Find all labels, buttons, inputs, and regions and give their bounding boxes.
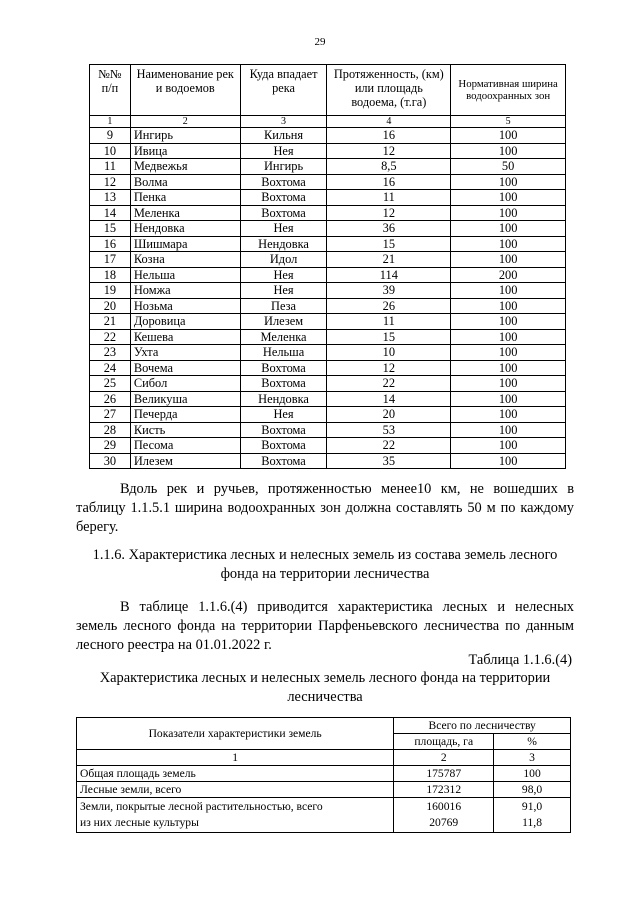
length: 11 <box>327 314 451 330</box>
row-num: 26 <box>90 391 131 407</box>
row-num: 24 <box>90 360 131 376</box>
zone-width: 100 <box>451 236 566 252</box>
table-row <box>90 314 566 330</box>
zone-width: 100 <box>451 438 566 454</box>
row-num: 22 <box>90 329 131 345</box>
row-label: Лесные земли, всего <box>77 782 394 798</box>
rivers-column-numbers-row <box>90 116 566 128</box>
row-percent-line: 91,0 <box>521 800 543 813</box>
row-area-line: 20769 <box>429 816 459 829</box>
column-number: 5 <box>451 116 566 128</box>
paragraph-water-zones: Вдоль рек и ручьев, протяженностью менее10 км, не вошедших в таблицу 1.1.5.1 ширина водоохранных зон должна составлять 50 м по каждому берегу. <box>76 481 574 535</box>
zone-width: 100 <box>451 190 566 206</box>
zone-width: 100 <box>451 252 566 268</box>
zone-width: 50 <box>451 159 566 175</box>
length: 14 <box>327 391 451 407</box>
row-num: 10 <box>90 143 131 159</box>
row-num: 11 <box>90 159 131 175</box>
paragraph-table-intro: В таблице 1.1.6.(4) приводится характеристика лесных и нелесных земель лесного фонда на территории Парфеньевского лесничества по данным лесного реестра на 01.01.2022 г. <box>76 599 574 653</box>
length: 36 <box>327 221 451 237</box>
column-number: 3 <box>240 116 327 128</box>
length: 22 <box>327 438 451 454</box>
flows-into: Илезем <box>240 314 327 330</box>
length: 12 <box>327 143 451 159</box>
header-length: Протяженность, (км) или площадь водоема, (т.га) <box>327 65 451 116</box>
table-row <box>90 221 566 237</box>
column-number: 2 <box>394 750 494 766</box>
table-row <box>90 205 566 221</box>
row-num: 25 <box>90 376 131 392</box>
column-number: 1 <box>77 750 394 766</box>
table-row <box>90 159 566 175</box>
length: 16 <box>327 174 451 190</box>
row-percent: 98,0 <box>494 782 571 798</box>
header-num: №№ п/п <box>90 65 131 116</box>
table-row <box>90 267 566 283</box>
zone-width: 100 <box>451 143 566 159</box>
flows-into: Нея <box>240 407 327 423</box>
forest-lands-table <box>76 717 571 833</box>
rivers-table <box>89 64 566 469</box>
row-num: 29 <box>90 438 131 454</box>
length: 114 <box>327 267 451 283</box>
river-name: Великуша <box>130 391 240 407</box>
table-row <box>90 376 566 392</box>
flows-into: Вохтома <box>240 422 327 438</box>
length: 20 <box>327 407 451 423</box>
forest-column-numbers-row <box>77 750 571 766</box>
table-row <box>90 174 566 190</box>
river-name: Кешева <box>130 329 240 345</box>
length: 53 <box>327 422 451 438</box>
row-num: 15 <box>90 221 131 237</box>
flows-into: Нендовка <box>240 236 327 252</box>
flows-into: Нендовка <box>240 391 327 407</box>
row-num: 13 <box>90 190 131 206</box>
river-name: Илезем <box>130 453 240 469</box>
header-percent: % <box>494 734 571 750</box>
zone-width: 100 <box>451 205 566 221</box>
row-area: 172312 <box>394 782 494 798</box>
zone-width: 100 <box>451 360 566 376</box>
flows-into: Кильня <box>240 128 327 144</box>
flows-into: Меленка <box>240 329 327 345</box>
length: 39 <box>327 283 451 299</box>
row-area-line: 160016 <box>426 800 462 813</box>
river-name: Печерда <box>130 407 240 423</box>
table-row <box>90 252 566 268</box>
row-percent: 100 <box>494 766 571 782</box>
flows-into: Нея <box>240 143 327 159</box>
column-number: 1 <box>90 116 131 128</box>
header-indicator: Показатели характеристики земель <box>77 718 394 750</box>
river-name: Волма <box>130 174 240 190</box>
river-name: Меленка <box>130 205 240 221</box>
table-row <box>77 766 571 782</box>
header-area: площадь, га <box>394 734 494 750</box>
table-row <box>90 190 566 206</box>
length: 35 <box>327 453 451 469</box>
header-name: Наименование рек и водоемов <box>130 65 240 116</box>
river-name: Шишмара <box>130 236 240 252</box>
column-number: 3 <box>494 750 571 766</box>
row-num: 20 <box>90 298 131 314</box>
page-number: 29 <box>314 36 326 48</box>
zone-width: 100 <box>451 391 566 407</box>
row-num: 23 <box>90 345 131 361</box>
table-row <box>90 422 566 438</box>
river-name: Нельша <box>130 267 240 283</box>
row-area: 175787 <box>394 766 494 782</box>
row-label-line: Земли, покрытые лесной растительностью, всего <box>80 800 323 813</box>
river-name: Кисть <box>130 422 240 438</box>
flows-into: Вохтома <box>240 376 327 392</box>
row-num: 16 <box>90 236 131 252</box>
header-total: Всего по лесничеству <box>394 718 571 734</box>
row-num: 12 <box>90 174 131 190</box>
length: 26 <box>327 298 451 314</box>
river-name: Вочема <box>130 360 240 376</box>
row-label-line: из них лесные культуры <box>80 816 199 829</box>
zone-width: 100 <box>451 407 566 423</box>
row-num: 21 <box>90 314 131 330</box>
table-row <box>90 360 566 376</box>
row-area <box>394 798 494 833</box>
row-num: 19 <box>90 283 131 299</box>
zone-width: 100 <box>451 422 566 438</box>
column-number: 2 <box>130 116 240 128</box>
river-name: Нозьма <box>130 298 240 314</box>
river-name: Нендовка <box>130 221 240 237</box>
flows-into: Вохтома <box>240 360 327 376</box>
row-percent-line: 11,8 <box>522 816 542 829</box>
river-name: Доровица <box>130 314 240 330</box>
flows-into: Вохтома <box>240 190 327 206</box>
flows-into: Нея <box>240 283 327 299</box>
length: 15 <box>327 329 451 345</box>
zone-width: 100 <box>451 174 566 190</box>
row-num: 27 <box>90 407 131 423</box>
table-row <box>90 345 566 361</box>
river-name: Козна <box>130 252 240 268</box>
zone-width: 100 <box>451 128 566 144</box>
table-row <box>90 453 566 469</box>
length: 10 <box>327 345 451 361</box>
row-num: 17 <box>90 252 131 268</box>
table-row <box>90 236 566 252</box>
river-name: Ухта <box>130 345 240 361</box>
table-row <box>90 283 566 299</box>
length: 11 <box>327 190 451 206</box>
section-heading: 1.1.6. Характеристика лесных и нелесных земель из состава земель лесного фонда на территории лесничества <box>92 547 558 582</box>
zone-width: 100 <box>451 221 566 237</box>
zone-width: 100 <box>451 298 566 314</box>
flows-into: Идол <box>240 252 327 268</box>
river-name: Медвежья <box>130 159 240 175</box>
flows-into: Пеза <box>240 298 327 314</box>
table-row <box>90 391 566 407</box>
table-row <box>90 407 566 423</box>
row-num: 28 <box>90 422 131 438</box>
flows-into: Вохтома <box>240 438 327 454</box>
length: 21 <box>327 252 451 268</box>
river-name: Номжа <box>130 283 240 299</box>
table-row <box>77 782 571 798</box>
zone-width: 100 <box>451 329 566 345</box>
river-name: Ивица <box>130 143 240 159</box>
flows-into: Нельша <box>240 345 327 361</box>
flows-into: Вохтома <box>240 453 327 469</box>
flows-into: Нея <box>240 267 327 283</box>
length: 12 <box>327 360 451 376</box>
zone-width: 200 <box>451 267 566 283</box>
length: 22 <box>327 376 451 392</box>
table-row <box>90 329 566 345</box>
table-row <box>90 143 566 159</box>
table-label: Таблица 1.1.6.(4) <box>468 652 572 668</box>
forest-header-row <box>77 718 571 734</box>
row-label: Общая площадь земель <box>77 766 394 782</box>
row-num: 30 <box>90 453 131 469</box>
zone-width: 100 <box>451 345 566 361</box>
row-percent <box>494 798 571 833</box>
column-number: 4 <box>327 116 451 128</box>
river-name: Сибол <box>130 376 240 392</box>
length: 8,5 <box>327 159 451 175</box>
row-label <box>77 798 394 833</box>
length: 15 <box>327 236 451 252</box>
river-name: Ингирь <box>130 128 240 144</box>
flows-into: Вохтома <box>240 205 327 221</box>
flows-into: Вохтома <box>240 174 327 190</box>
zone-width: 100 <box>451 283 566 299</box>
river-name: Пенка <box>130 190 240 206</box>
table-row <box>90 128 566 144</box>
table-row <box>77 798 571 833</box>
rivers-header-row <box>90 65 566 116</box>
row-num: 14 <box>90 205 131 221</box>
zone-width: 100 <box>451 453 566 469</box>
header-flows-into: Куда впадает река <box>240 65 327 116</box>
row-num: 18 <box>90 267 131 283</box>
length: 16 <box>327 128 451 144</box>
zone-width: 100 <box>451 314 566 330</box>
river-name: Песома <box>130 438 240 454</box>
flows-into: Ингирь <box>240 159 327 175</box>
zone-width: 100 <box>451 376 566 392</box>
row-num: 9 <box>90 128 131 144</box>
length: 12 <box>327 205 451 221</box>
flows-into: Нея <box>240 221 327 237</box>
table-row <box>90 298 566 314</box>
table-title: Характеристика лесных и нелесных земель лесного фонда на территории лесничества <box>99 670 551 705</box>
table-row <box>90 438 566 454</box>
header-width: Нормативная ширина водоохранных зон <box>451 65 566 116</box>
